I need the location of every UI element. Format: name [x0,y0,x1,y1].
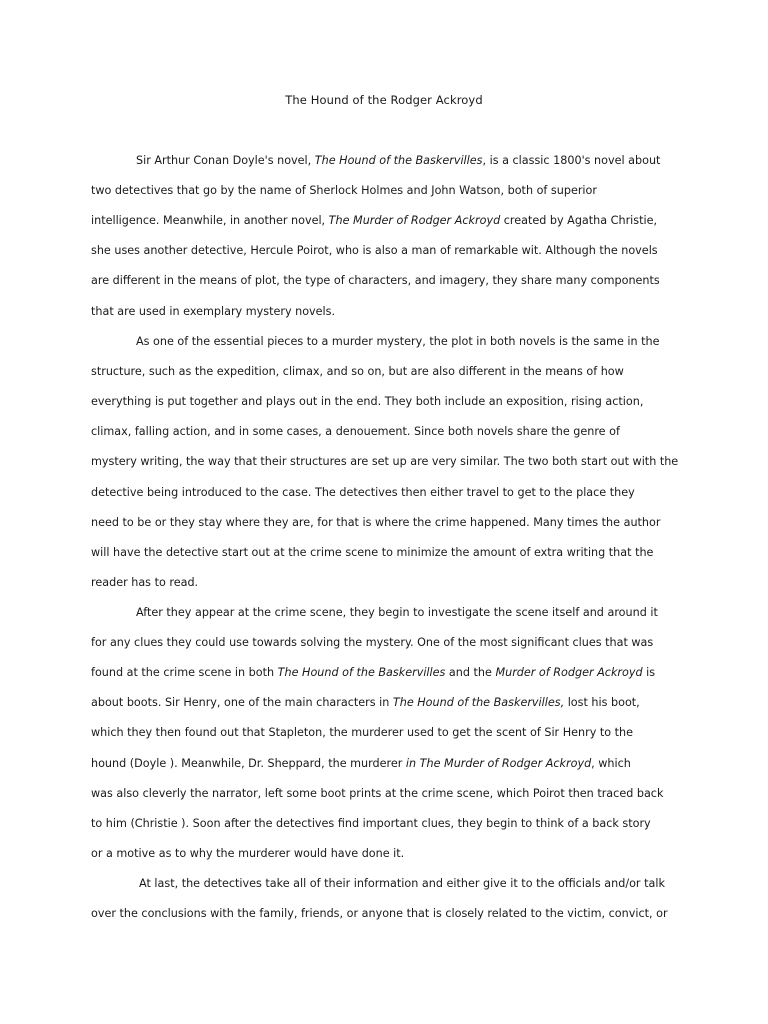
paragraph-line [91,455,678,469]
paragraph-line [91,576,198,590]
line-text: for any clues they could use towards solving the mystery. One of the most significant clues that was [91,636,654,649]
line-text: , which [591,757,631,770]
paragraph-line [91,214,657,228]
italic-title-text: The Hound of the Baskervilles [277,666,446,679]
paragraph-line [91,546,653,560]
line-text: detective being introduced to the case. The detectives then either travel to get to the place they [91,486,635,499]
line-text: everything is put together and plays out in the end. They both include an exposition, rising action, [91,395,644,408]
paragraph-line [91,274,660,288]
paragraph-line [91,757,631,771]
paragraph-line [91,847,404,861]
line-text: created by Agatha Christie, [500,214,658,227]
paragraph-line [91,425,620,439]
line-text: lost his boot, [564,696,640,709]
line-text: she uses another detective, Hercule Poirot, who is also a man of remarkable wit. Although the novels [91,244,658,257]
paragraph-line [136,335,660,349]
paragraph-line [91,486,635,500]
line-text: climax, falling action, and in some cases, a denouement. Since both novels share the genre of [91,425,620,438]
paragraph-line [91,696,640,710]
paragraph-line [91,365,624,379]
line-text: As one of the essential pieces to a murder mystery, the plot in both novels is the same in the [136,335,660,348]
italic-title-text: The Hound of the Baskervilles [314,154,483,167]
line-text: which they then found out that Stapleton, the murderer used to get the scent of Sir Henry to the [91,726,634,739]
line-text: need to be or they stay where they are, for that is where the crime happened. Many times the author [91,516,661,529]
line-text: At last, the detectives take all of their information and either give it to the officials and/or talk [139,877,665,890]
line-text: about boots. Sir Henry, one of the main characters in [91,696,393,709]
line-text: and the [445,666,496,679]
paragraph-line [91,636,653,650]
paragraph-line [139,877,665,891]
italic-title-text: The Hound of the Baskervilles, [392,696,565,709]
line-text: was also cleverly the narrator, left some boot prints at the crime scene, which Poirot then traced back [91,787,664,800]
paragraph-line [91,787,663,801]
line-text: After they appear at the crime scene, they begin to investigate the scene itself and around it [136,606,658,619]
line-text: hound (Doyle ). Meanwhile, Dr. Sheppard, the murderer [91,757,406,770]
line-text: Sir Arthur Conan Doyle's novel, [136,154,315,167]
document-title: The Hound of the Rodger Ackroyd [285,93,483,107]
paragraph-line [136,606,658,620]
line-text: to him (Christie ). Soon after the detectives find important clues, they begin to think of a back story [91,817,651,830]
paragraph-line [91,305,335,319]
line-text: are different in the means of plot, the type of characters, and imagery, they share many components [91,274,660,287]
line-text: will have the detective start out at the crime scene to minimize the amount of extra writing that the [91,546,654,559]
line-text: that are used in exemplary mystery novels. [91,305,336,318]
paragraph-line [91,516,660,530]
paragraph-line [91,244,658,258]
paragraph-line [91,184,597,198]
line-text: or a motive as to why the murderer would have done it. [91,847,405,860]
line-text: over the conclusions with the family, friends, or anyone that is closely related to the victim, convict, or [91,907,668,920]
line-text: intelligence. Meanwhile, in another novel, [91,214,329,227]
line-text: mystery writing, the way that their structures are set up are very similar. The two both start out with the [91,455,679,468]
paragraph-line [91,907,668,921]
line-text: structure, such as the expedition, climax, and so on, but are also different in the means of how [91,365,624,378]
paragraph-line [91,666,655,680]
line-text: two detectives that go by the name of Sherlock Holmes and John Watson, both of superior [91,184,597,197]
line-text: , is a classic 1800's novel about [482,154,661,167]
line-text: reader has to read. [91,576,199,589]
italic-title-text: The Murder of Rodger Ackroyd [328,214,501,227]
paragraph-line [91,395,643,409]
line-text: found at the crime scene in both [91,666,278,679]
italic-title-text: in The Murder of Rodger Ackroyd [405,757,592,770]
paragraph-line [91,817,651,831]
italic-title-text: Murder of Rodger Ackroyd [495,666,643,679]
line-text: is [642,666,656,679]
paragraph-line [91,726,633,740]
paragraph-line [136,154,660,168]
